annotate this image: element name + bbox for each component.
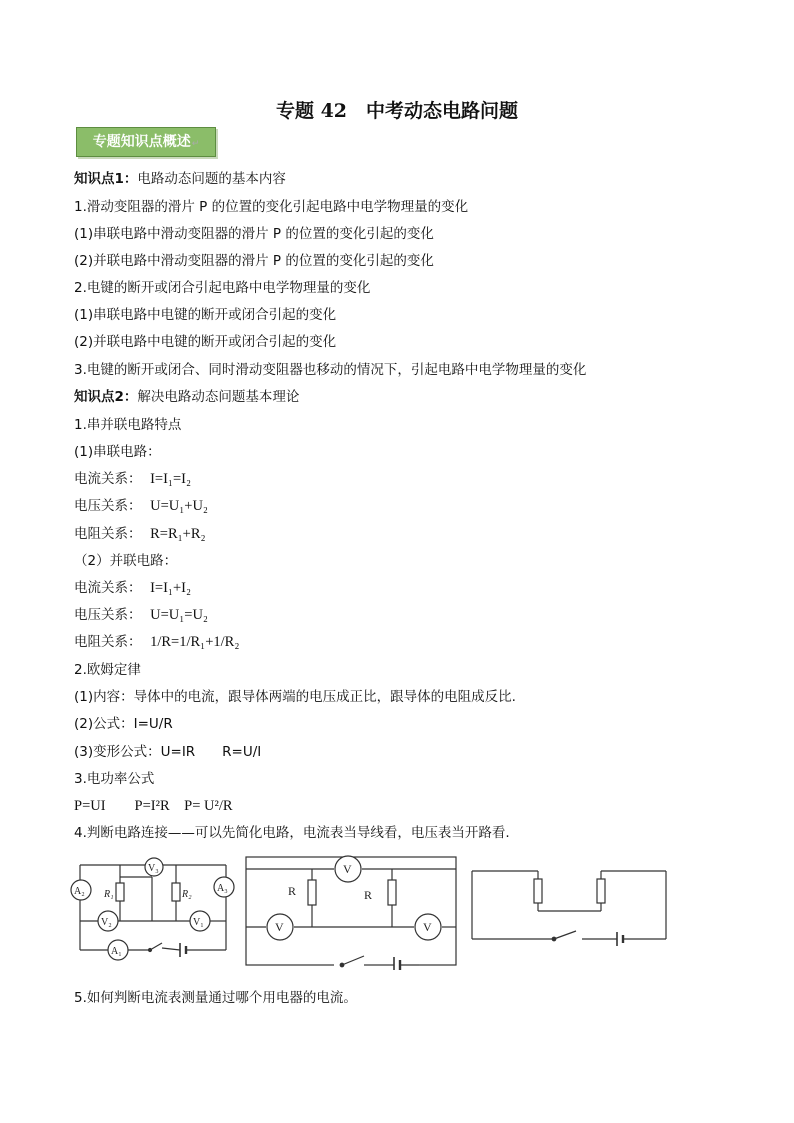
label: 电压关系： xyxy=(74,607,142,623)
formula: U=U₁=U₂ xyxy=(150,607,208,623)
label: 电阻关系： xyxy=(74,634,142,650)
a2-label: A₂ xyxy=(74,886,85,897)
line-text: (1)串联电路中电键的断开或闭合引起的变化 xyxy=(74,307,337,323)
circuit-diagram-1 xyxy=(70,855,236,969)
power-heading xyxy=(74,770,154,788)
text: (1)内容：导体中的电流，跟导体两端的电压成正比，跟导体的电阻成反比. xyxy=(74,689,516,705)
label: 电阻关系： xyxy=(74,526,142,542)
line-text: (1)串联电路中滑动变阻器的滑片 P 的位置的变化引起的变化 xyxy=(74,226,434,242)
parallel-voltage xyxy=(74,606,208,624)
line-text: 电路动态问题的基本内容 xyxy=(137,171,286,187)
power-formulas xyxy=(74,797,233,815)
v1-label: V₁ xyxy=(193,917,204,928)
text-line xyxy=(74,198,468,216)
text: 4.判断电路连接——可以先简化电路，电流表当导线看，电压表当开路看. xyxy=(74,825,510,841)
label: 电流关系： xyxy=(74,580,142,596)
parallel-heading xyxy=(74,552,177,570)
item-4 xyxy=(74,824,510,842)
page-title: 专题 42 中考动态电路问题 xyxy=(275,100,519,122)
r2-label: R₂ xyxy=(182,889,192,900)
series-current xyxy=(74,470,191,488)
circuit-diagram-2 xyxy=(244,855,460,974)
line-text: 1.滑动变阻器的滑片 P 的位置的变化引起电路中电学物理量的变化 xyxy=(74,199,469,215)
text-line xyxy=(74,333,336,351)
heading: 2.欧姆定律 xyxy=(74,662,141,678)
text-line xyxy=(74,170,286,188)
a3-label: A₃ xyxy=(217,883,228,894)
formula: I=I₁=I₂ xyxy=(150,471,192,487)
bold-label: 知识点2： xyxy=(74,389,138,405)
parallel-resistance xyxy=(74,633,239,651)
text-line xyxy=(74,388,299,406)
formula: 1/R=1/R₁+1/R₂ xyxy=(150,634,240,650)
text-line xyxy=(74,416,181,434)
line-text: (2)并联电路中电键的断开或闭合引起的变化 xyxy=(74,334,337,350)
text-line xyxy=(74,361,586,379)
formula: I=I₁+I₂ xyxy=(150,580,192,596)
v3-label: V₃ xyxy=(148,863,159,874)
label: 电压关系： xyxy=(74,498,142,514)
text-line xyxy=(74,225,434,243)
v-right-label: V xyxy=(423,920,432,934)
a1-label: A₁ xyxy=(111,946,122,957)
v-top-label: V xyxy=(343,862,352,876)
r1-label: R₁ xyxy=(104,889,114,900)
series-voltage xyxy=(74,497,208,515)
line-text: 3.电键的断开或闭合、同时滑动变阻器也移动的情况下，引起电路中电学物理量的变化 xyxy=(74,362,587,378)
r-left-label: R xyxy=(288,884,297,898)
series-resistance xyxy=(74,525,206,543)
text: (3)变形公式：U=IR R=U/I xyxy=(74,744,262,760)
r-right-label: R xyxy=(364,888,373,902)
formula: R=R₁+R₂ xyxy=(150,526,206,542)
line-text: (1)串联电路： xyxy=(74,444,161,460)
heading: 3.电功率公式 xyxy=(74,771,155,787)
bold-label: 知识点1： xyxy=(74,171,138,187)
ohm-formula xyxy=(74,715,173,733)
text: 5.如何判断电流表测量通过哪个用电器的电流。 xyxy=(74,990,357,1006)
text: P=UI P=I²R P= U²/R xyxy=(74,798,233,814)
item-5 xyxy=(74,989,357,1007)
line-text: 2.电键的断开或闭合引起电路中电学物理量的变化 xyxy=(74,280,371,296)
text-line xyxy=(74,443,161,461)
v-left-label: V xyxy=(275,920,284,934)
ohm-content xyxy=(74,688,516,706)
text-line xyxy=(74,279,370,297)
section-banner-label: 专题知识点概述 xyxy=(92,134,191,150)
heading: （2）并联电路： xyxy=(74,553,178,569)
ohm-variants xyxy=(74,743,261,761)
parallel-current xyxy=(74,579,191,597)
text-line xyxy=(74,252,434,270)
line-text: 1.串并联电路特点 xyxy=(74,417,182,433)
v2-label: V₂ xyxy=(101,917,112,928)
text-line xyxy=(74,306,336,324)
line-text: (2)并联电路中滑动变阻器的滑片 P 的位置的变化引起的变化 xyxy=(74,253,434,269)
text: (2)公式：I=U/R xyxy=(74,716,173,732)
section-banner: 专题知识点概述↵ xyxy=(76,127,216,157)
formula: U=U₁+U₂ xyxy=(150,498,208,514)
line-text: 解决电路动态问题基本理论 xyxy=(137,389,300,405)
ohm-heading xyxy=(74,661,141,679)
circuit-diagram-3 xyxy=(470,865,670,951)
label: 电流关系： xyxy=(74,471,142,487)
